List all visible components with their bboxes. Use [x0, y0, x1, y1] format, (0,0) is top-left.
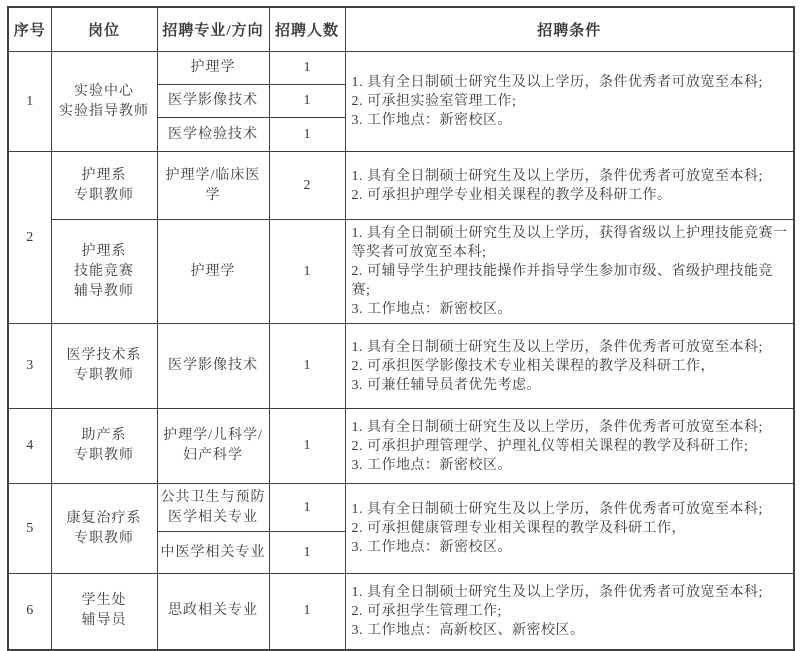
table-row: [8, 52, 794, 85]
count-cell: 1: [269, 324, 345, 409]
condition-item: 3. 工作地点：新密校区。: [351, 113, 512, 128]
condition-item: 2. 可承担护理管理学、护理礼仪等相关课程的教学及科研工作;: [351, 438, 749, 454]
condition-item: 3. 工作地点：新密校区。: [351, 540, 512, 555]
condition-item: 2. 可承担学生管理工作;: [351, 603, 502, 619]
position-cell: [51, 324, 157, 409]
conditions-cell: [345, 324, 794, 409]
position-line: 专职教师: [74, 530, 134, 546]
serial-cell: 5: [8, 484, 51, 574]
major-cell: [157, 409, 269, 484]
major-cell: [157, 152, 269, 220]
condition-item: 2. 可承担健康管理专业相关课程的教学及科研工作，: [351, 521, 686, 536]
position-line: 技能竞赛: [74, 263, 134, 279]
major-line: 护理学: [190, 60, 236, 75]
major-line: 中医学相关专业: [160, 544, 266, 560]
condition-item: 1. 具有全日制硕士研究生及以上学历，获得省级以上护理技能竞赛一等奖者可放宽至本科;: [351, 226, 788, 260]
position-cell: [51, 52, 157, 152]
table-row: [8, 324, 794, 409]
major-line: 学: [205, 187, 221, 203]
condition-item: 3. 可兼任辅导员者优先考虑。: [351, 377, 541, 393]
header-count: 招聘人数: [269, 7, 345, 52]
conditions-cell: [345, 52, 794, 152]
condition-item: 2. 可承担护理学专业相关课程的教学及科研工作。: [351, 187, 672, 203]
major-cell: [157, 484, 269, 532]
position-cell: [51, 574, 157, 650]
position-line: 助产系: [81, 428, 127, 443]
table-row: [8, 574, 794, 650]
condition-item: 2. 可承担实验室管理工作;: [351, 94, 517, 109]
serial-cell: 3: [8, 324, 51, 409]
major-cell: [157, 324, 269, 409]
position-line: 医学技术系: [66, 348, 142, 363]
count-cell: 1: [269, 118, 345, 152]
table-row: [8, 152, 794, 220]
major-line: 妇产科学: [183, 448, 243, 463]
table-row: [8, 220, 794, 324]
conditions-cell: [345, 220, 794, 324]
major-line: 护理学/临床医: [165, 167, 261, 183]
position-cell: [51, 220, 157, 324]
position-line: 专职教师: [74, 368, 134, 383]
table-row: [8, 409, 794, 484]
major-cell: [157, 52, 269, 85]
serial-cell: 4: [8, 409, 51, 484]
header-serial: 序号: [8, 7, 51, 52]
major-line: 护理学/儿科学/: [163, 428, 263, 443]
condition-item: 1. 具有全日制硕士研究生及以上学历，条件优秀者可放宽至本科;: [351, 339, 763, 355]
count-cell: 1: [269, 409, 345, 484]
major-cell: [157, 118, 269, 152]
condition-item: 2. 可辅导学生护理技能操作并指导学生参加市级、省级护理技能竞赛;: [351, 264, 773, 298]
header-conditions: 招聘条件: [345, 7, 794, 52]
conditions-cell: [345, 409, 794, 484]
serial-cell: 2: [8, 152, 51, 324]
position-line: 学生处: [81, 593, 127, 609]
major-line: 医学相关专业: [168, 509, 258, 525]
major-cell: [157, 220, 269, 324]
count-cell: 1: [269, 220, 345, 324]
condition-item: 1. 具有全日制硕士研究生及以上学历，条件优秀者可放宽至本科;: [351, 419, 763, 435]
position-line: 实验中心: [74, 83, 134, 99]
major-cell: [157, 532, 269, 574]
condition-item: 3. 工作地点：新密校区。: [351, 457, 512, 473]
conditions-cell: [345, 484, 794, 574]
count-cell: 1: [269, 532, 345, 574]
count-cell: 1: [269, 484, 345, 532]
condition-item: 1. 具有全日制硕士研究生及以上学历，条件优秀者可放宽至本科;: [351, 502, 763, 517]
serial-cell: 6: [8, 574, 51, 650]
position-cell: [51, 484, 157, 574]
major-cell: [157, 85, 269, 118]
position-line: 康复治疗系: [66, 510, 142, 526]
count-cell: 1: [269, 52, 345, 85]
table-row: [8, 484, 794, 532]
position-line: 护理系: [81, 167, 127, 183]
conditions-cell: [345, 152, 794, 220]
condition-item: 1. 具有全日制硕士研究生及以上学历，条件优秀者可放宽至本科;: [351, 168, 763, 184]
condition-item: 2. 可承担医学影像技术专业相关课程的教学及科研工作，: [351, 358, 715, 374]
position-line: 实验指导教师: [59, 103, 149, 119]
major-line: 护理学: [190, 263, 236, 279]
major-line: 医学影像技术: [168, 93, 258, 108]
count-cell: 2: [269, 152, 345, 220]
major-line: 医学影像技术: [168, 358, 258, 373]
serial-cell: 1: [8, 52, 51, 152]
position-line: 专职教师: [74, 448, 134, 463]
condition-item: 1. 具有全日制硕士研究生及以上学历，条件优秀者可放宽至本科;: [351, 584, 763, 600]
position-line: 辅导教师: [74, 283, 134, 299]
header-row: [8, 7, 794, 52]
major-line: 公共卫生与预防: [160, 489, 266, 505]
condition-item: 3. 工作地点：新密校区。: [351, 302, 512, 317]
condition-item: 3. 工作地点：高新校区、新密校区。: [351, 622, 585, 638]
count-cell: 1: [269, 85, 345, 118]
recruitment-table: [7, 6, 795, 651]
conditions-cell: [345, 574, 794, 650]
major-line: 思政相关专业: [168, 603, 258, 619]
header-position: 岗位: [51, 7, 157, 52]
count-cell: 1: [269, 574, 345, 650]
condition-item: 1. 具有全日制硕士研究生及以上学历，条件优秀者可放宽至本科;: [351, 75, 763, 90]
major-cell: [157, 574, 269, 650]
position-line: 护理系: [81, 243, 127, 259]
major-line: 医学检验技术: [168, 126, 258, 142]
position-cell: [51, 152, 157, 220]
position-line: 辅导员: [81, 613, 127, 629]
position-cell: [51, 409, 157, 484]
position-line: 专职教师: [74, 187, 134, 203]
header-major: 招聘专业/方向: [157, 7, 269, 52]
